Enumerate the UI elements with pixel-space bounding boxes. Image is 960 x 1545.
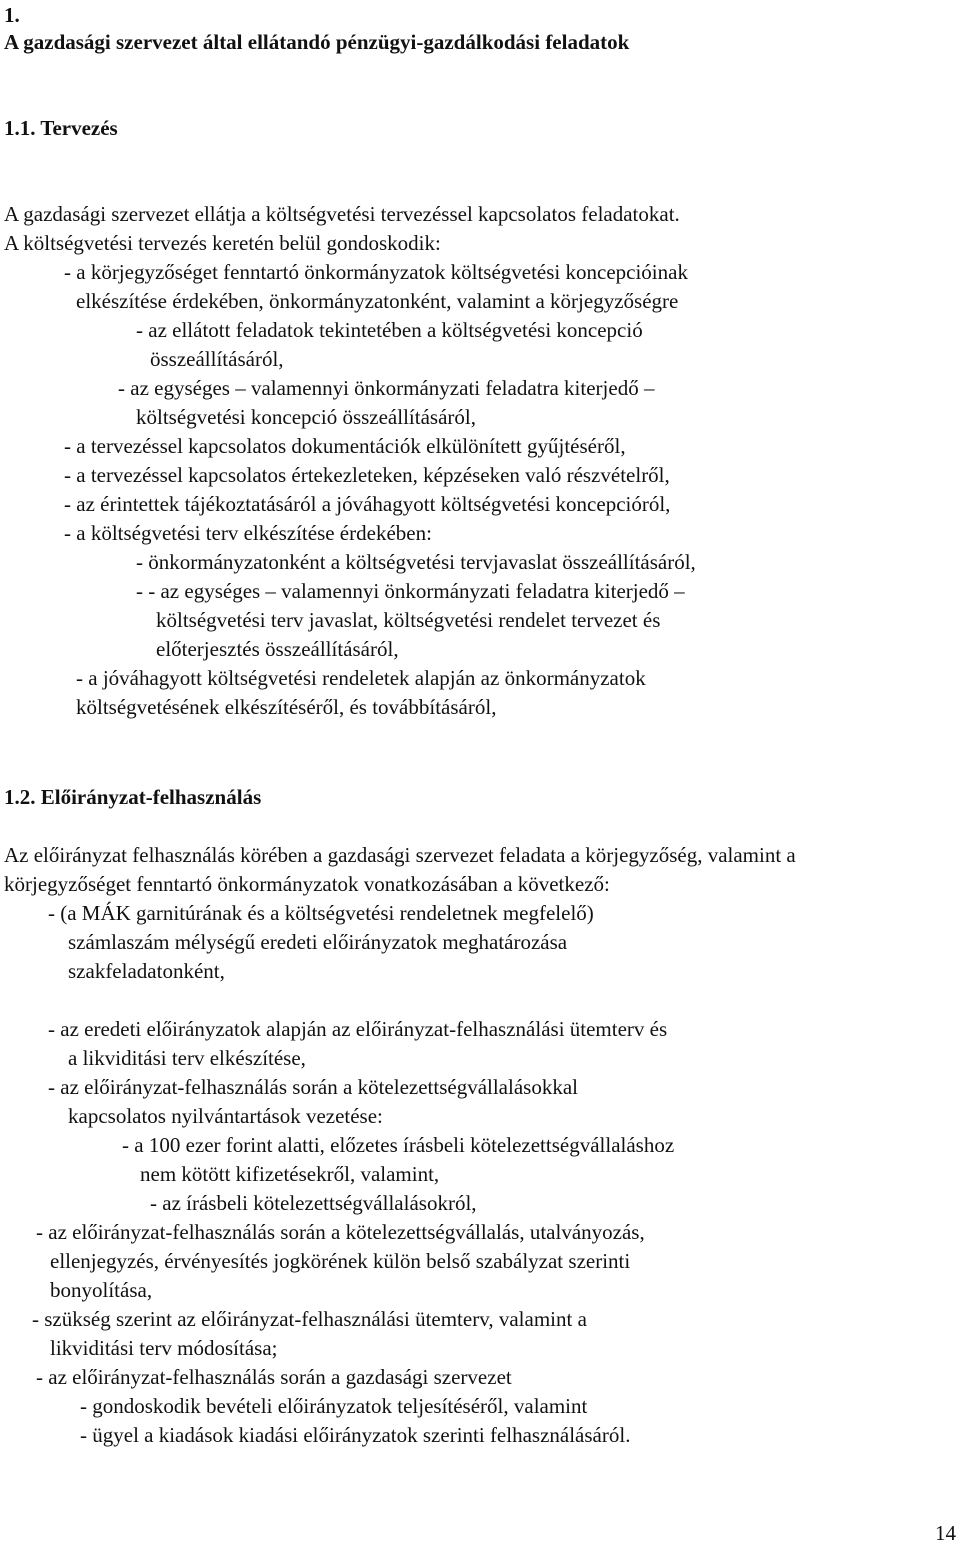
list-item-continuation: előterjesztés összeállításáról,	[156, 637, 399, 661]
list-item: - gondoskodik bevételi előirányzatok teljesítéséről, valamint	[80, 1394, 588, 1418]
list-item-continuation: költségvetési koncepció összeállításáról,	[136, 405, 476, 429]
list-item-continuation: likviditási terv módosítása;	[50, 1336, 278, 1360]
list-item: - az egységes – valamennyi önkormányzati feladatra kiterjedő –	[118, 376, 655, 400]
list-item: - az ellátott feladatok tekintetében a költségvetési koncepció	[136, 318, 643, 342]
chapter-number: 1.	[4, 3, 20, 27]
list-item: - - az egységes – valamennyi önkormányzati feladatra kiterjedő –	[136, 579, 685, 603]
list-item: - a körjegyzőséget fenntartó önkormányzatok költségvetési koncepcióinak	[64, 260, 688, 284]
list-item-continuation: költségvetésének elkészítéséről, és továbbításáról,	[76, 695, 497, 719]
list-item: - a tervezéssel kapcsolatos dokumentációk elkülönített gyűjtéséről,	[64, 434, 626, 458]
list-item: - szükség szerint az előirányzat-felhasználási ütemterv, valamint a	[32, 1307, 587, 1331]
list-item-continuation: ellenjegyzés, érvényesítés jogkörének külön belső szabályzat szerinti	[50, 1249, 631, 1273]
list-item-continuation: költségvetési terv javaslat, költségvetési rendelet tervezet és	[156, 608, 661, 632]
list-item-continuation: szakfeladatonként,	[68, 959, 225, 983]
list-item: - a 100 ezer forint alatti, előzetes írásbeli kötelezettségvállaláshoz	[122, 1133, 675, 1157]
list-item: - ügyel a kiadások kiadási előirányzatok szerinti felhasználásáról.	[80, 1423, 631, 1447]
paragraph-line: A költségvetési tervezés keretén belül gondoskodik:	[4, 231, 441, 255]
page-number: 14	[935, 1521, 956, 1545]
section-title-tervezes: 1.1. Tervezés	[4, 116, 118, 140]
list-item-continuation: összeállításáról,	[150, 347, 284, 371]
list-item: - az előirányzat-felhasználás során a kötelezettségvállalás, utalványozás,	[36, 1220, 645, 1244]
list-item: - a költségvetési terv elkészítése érdekében:	[64, 521, 432, 545]
list-item: - (a MÁK garnitúrának és a költségvetési rendeletnek megfelelő)	[48, 901, 594, 925]
list-item: - a jóváhagyott költségvetési rendeletek alapján az önkormányzatok	[76, 666, 646, 690]
chapter-title: A gazdasági szervezet által ellátandó pénzügyi-gazdálkodási feladatok	[4, 30, 630, 54]
section-title-eloiranyzat: 1.2. Előirányzat-felhasználás	[4, 785, 262, 809]
list-item-continuation: bonyolítása,	[50, 1278, 153, 1302]
list-item-continuation: a likviditási terv elkészítése,	[68, 1046, 306, 1070]
list-item: - a tervezéssel kapcsolatos értekezleteken, képzéseken való részvételről,	[64, 463, 670, 487]
list-item-continuation: kapcsolatos nyilvántartások vezetése:	[68, 1104, 383, 1128]
paragraph-line: körjegyzőséget fenntartó önkormányzatok vonatkozásában a következő:	[4, 872, 610, 896]
list-item: - az érintettek tájékoztatásáról a jóváhagyott költségvetési koncepcióról,	[64, 492, 671, 516]
list-item-continuation: elkészítése érdekében, önkormányzatonként, valamint a körjegyzőségre	[76, 289, 679, 313]
list-item-continuation: nem kötött kifizetésekről, valamint,	[140, 1162, 440, 1186]
list-item: - az írásbeli kötelezettségvállalásokról,	[150, 1191, 477, 1215]
paragraph-line: Az előirányzat felhasználás körében a gazdasági szervezet feladata a körjegyzőség, valamint a	[4, 843, 796, 867]
list-item: - az előirányzat-felhasználás során a kötelezettségvállalásokkal	[48, 1075, 578, 1099]
paragraph-line: A gazdasági szervezet ellátja a költségvetési tervezéssel kapcsolatos feladatokat.	[4, 202, 680, 226]
list-item-continuation: számlaszám mélységű eredeti előirányzatok meghatározása	[68, 930, 568, 954]
list-item: - az előirányzat-felhasználás során a gazdasági szervezet	[36, 1365, 512, 1389]
list-item: - önkormányzatonként a költségvetési tervjavaslat összeállításáról,	[136, 550, 696, 574]
list-item: - az eredeti előirányzatok alapján az előirányzat-felhasználási ütemterv és	[48, 1017, 668, 1041]
